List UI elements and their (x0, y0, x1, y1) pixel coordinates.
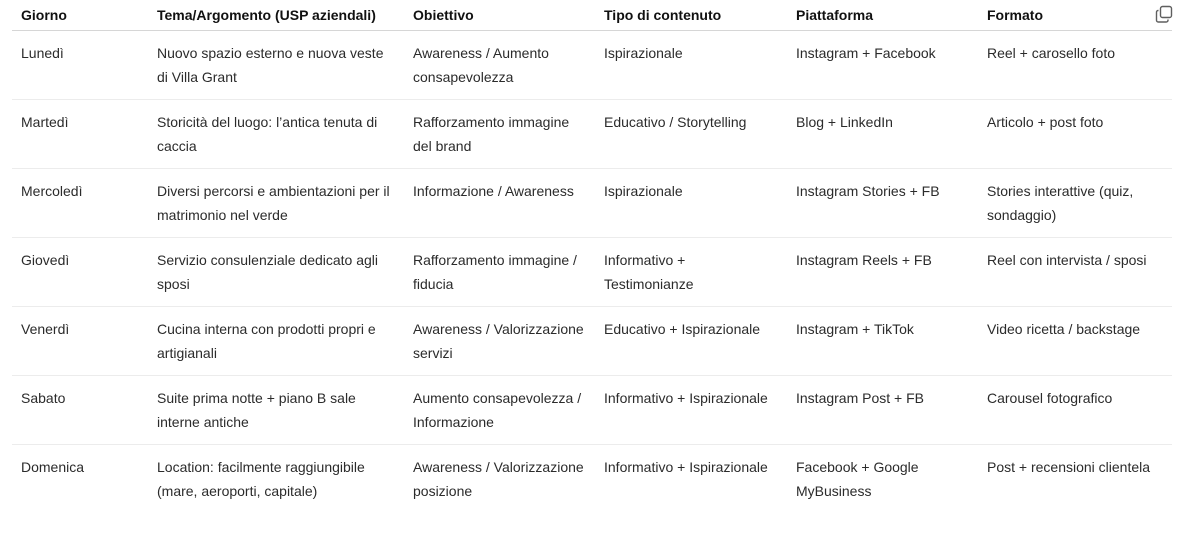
cell-tipo-contenuto: Informativo + Ispirazionale (604, 459, 768, 475)
cell-tema: Diversi percorsi e ambientazioni per il matrimonio nel verde (148, 169, 404, 238)
table-row (12, 100, 1172, 169)
cell-piattaforma: Instagram + Facebook (787, 31, 978, 100)
cell-formato: Stories interattive (quiz, sondaggio) (978, 169, 1172, 238)
cell-obiettivo: Informazione / Awareness (404, 169, 595, 238)
cell-piattaforma: Instagram Post + FB (787, 376, 978, 445)
content-plan-table-container (12, 0, 1172, 513)
cell-giorno: Mercoledì (12, 169, 148, 238)
cell-tipo-contenuto: Informativo + Testimonianze (595, 238, 787, 307)
cell-formato: Reel con intervista / sposi (978, 238, 1172, 307)
cell-giorno: Venerdì (12, 307, 148, 376)
cell-tema: Cucina interna con prodotti propri e artigianali (148, 307, 404, 376)
cell-formato: Articolo + post foto (978, 100, 1172, 169)
copy-table-button[interactable] (1154, 4, 1174, 24)
table-row (12, 31, 1172, 100)
cell-formato: Post + recensioni clientela (987, 459, 1151, 475)
cell-giorno: Lunedì (12, 31, 148, 100)
cell-obiettivo: Awareness / Valorizzazione posizione (413, 459, 584, 499)
cell-piattaforma: Instagram Stories + FB (787, 169, 978, 238)
header-row (12, 0, 1172, 31)
cell-obiettivo: Awareness / Valorizzazione servizi (404, 307, 595, 376)
cell-piattaforma: Instagram + TikTok (787, 307, 978, 376)
table-row (12, 169, 1172, 238)
header-giorno: Giorno (12, 0, 148, 31)
cell-tema: Location: facilmente raggiungibile (mare, aeroporti, capitale) (157, 459, 365, 499)
cell-tipo-contenuto: Ispirazionale (595, 169, 787, 238)
cell-obiettivo: Awareness / Aumento consapevolezza (404, 31, 595, 100)
table-body (12, 31, 1172, 514)
cell-giorno: Domenica (21, 459, 85, 475)
header-formato: Formato (978, 0, 1172, 31)
header-tema: Tema/Argomento (USP aziendali) (148, 0, 404, 31)
cell-formato: Carousel fotografico (978, 376, 1172, 445)
cell-piattaforma: Instagram Reels + FB (787, 238, 978, 307)
table-header (12, 0, 1172, 31)
cell-obiettivo: Rafforzamento immagine / fiducia (404, 238, 595, 307)
table-row (12, 307, 1172, 376)
cell-piattaforma: Blog + LinkedIn (787, 100, 978, 169)
cell-formato: Reel + carosello foto (978, 31, 1172, 100)
cell-tipo-contenuto: Educativo + Ispirazionale (595, 307, 787, 376)
cell-formato: Video ricetta / backstage (978, 307, 1172, 376)
header-tipo-contenuto: Tipo di contenuto (595, 0, 787, 31)
header-obiettivo: Obiettivo (404, 0, 595, 31)
cell-tipo-contenuto: Educativo / Storytelling (595, 100, 787, 169)
cell-tipo-contenuto: Informativo + Ispirazionale (595, 376, 787, 445)
cell-giorno: Martedì (12, 100, 148, 169)
cell-obiettivo: Aumento consapevolezza / Informazione (404, 376, 595, 445)
cell-tipo-contenuto: Ispirazionale (595, 31, 787, 100)
copy-icon (1154, 4, 1174, 24)
cell-tema: Servizio consulenziale dedicato agli sposi (148, 238, 404, 307)
cell-giorno: Sabato (12, 376, 148, 445)
table-row (12, 238, 1172, 307)
cell-giorno: Giovedì (12, 238, 148, 307)
cell-obiettivo: Rafforzamento immagine del brand (404, 100, 595, 169)
cell-tema: Storicità del luogo: l’antica tenuta di caccia (148, 100, 404, 169)
table-row (12, 445, 1172, 514)
cell-tema: Suite prima notte + piano B sale interne antiche (148, 376, 404, 445)
content-plan-table (12, 0, 1172, 513)
header-piattaforma: Piattaforma (787, 0, 978, 31)
cell-tema: Nuovo spazio esterno e nuova veste di Villa Grant (148, 31, 404, 100)
table-row (12, 376, 1172, 445)
cell-piattaforma: Facebook + Google MyBusiness (796, 459, 919, 499)
